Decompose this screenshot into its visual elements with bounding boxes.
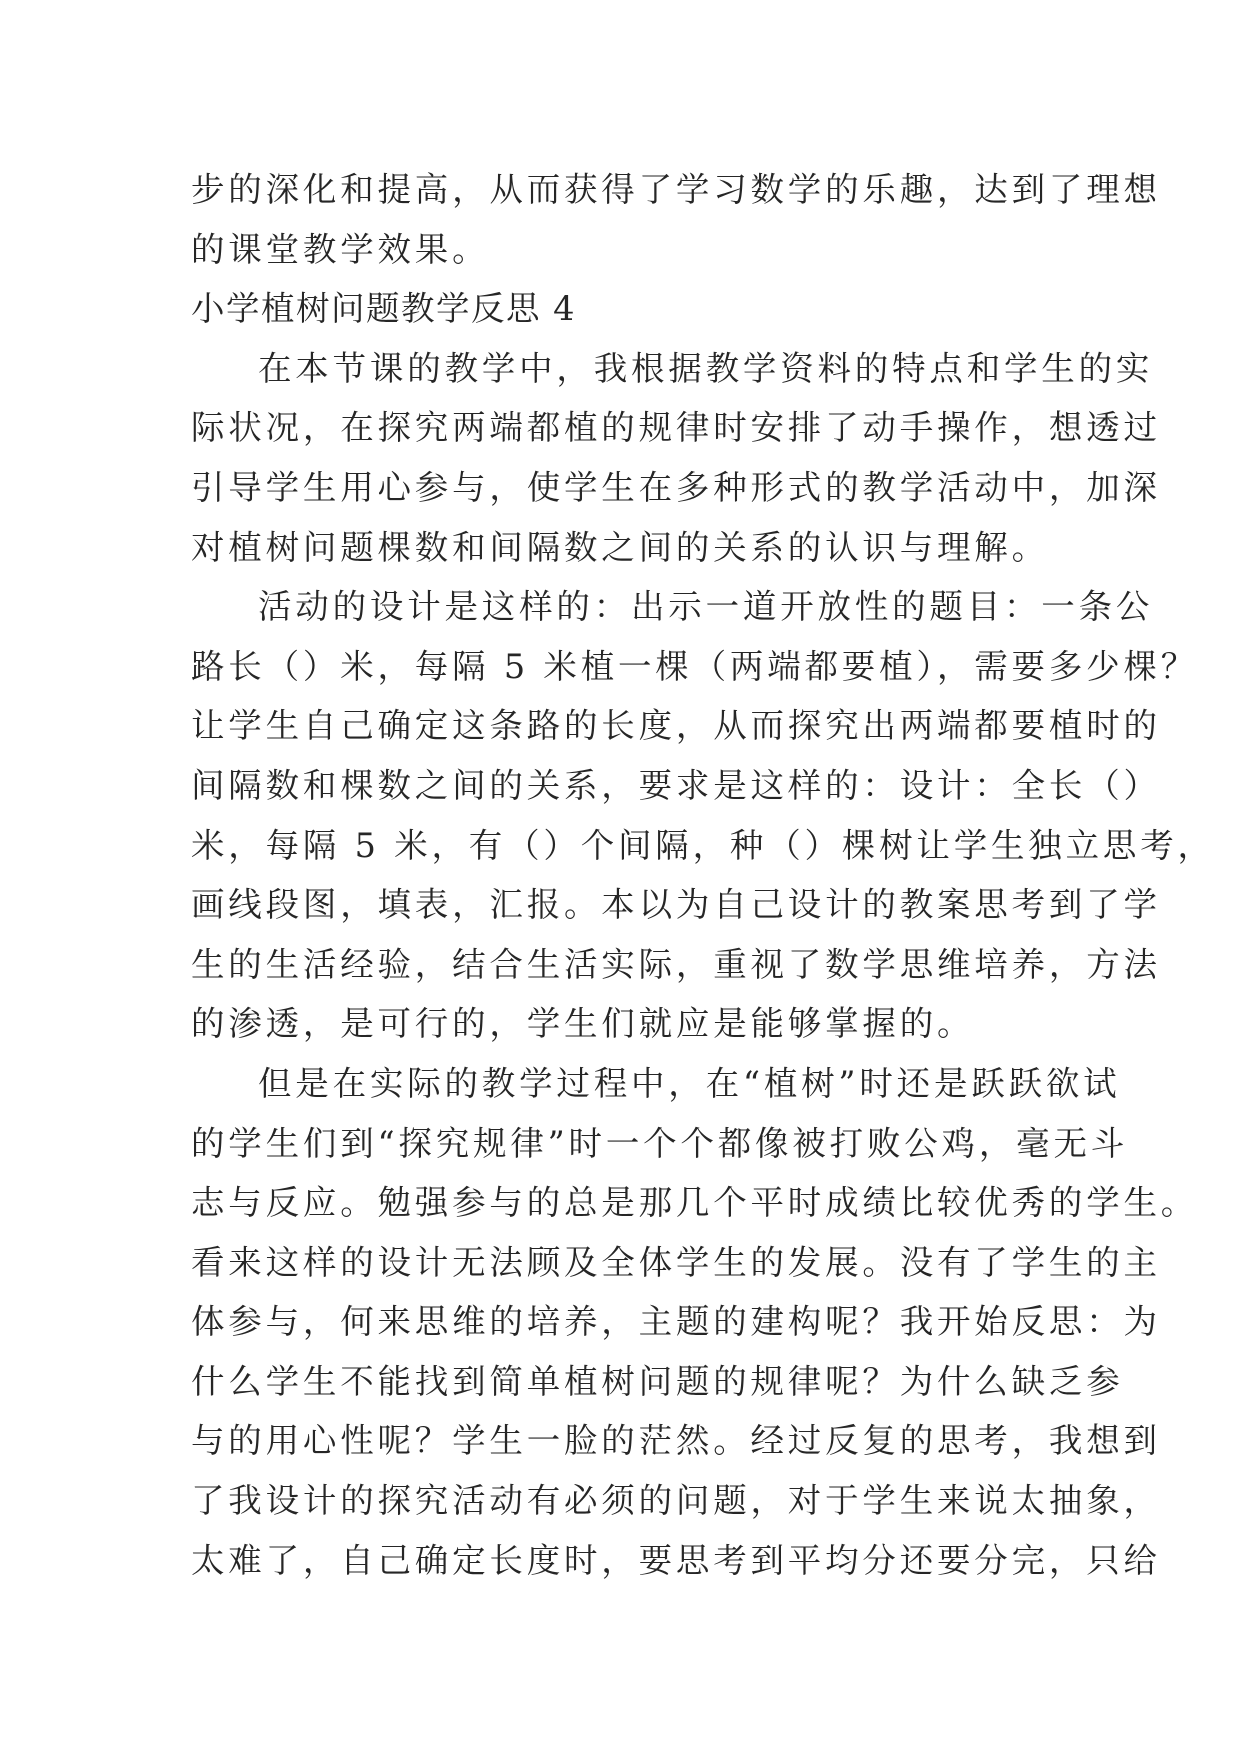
text-line: 生的生活经验，结合生活实际，重视了数学思维培养，方法 — [191, 944, 1161, 984]
paragraph-first-line: 活动的设计是这样的：出示一道开放性的题目：一条公 — [258, 587, 1154, 627]
text-line: 引导学生用心参与，使学生在多种形式的教学活动中，加深 — [191, 467, 1161, 507]
text-line: 了我设计的探究活动有必须的问题，对于学生来说太抽象， — [191, 1481, 1161, 1521]
paragraph-first-line: 但是在实际的教学过程中，在“植树”时还是跃跃欲试 — [258, 1063, 1121, 1103]
document-body — [191, 160, 1215, 1590]
text-line: 的渗透，是可行的，学生们就应是能够掌握的。 — [191, 1004, 975, 1044]
text-line: 际状况，在探究两端都植的规律时安排了动手操作，想透过 — [191, 408, 1161, 448]
text-line: 间隔数和棵数之间的关系，要求是这样的：设计：全长（） — [191, 765, 1161, 805]
text-line: 路长（）米，每隔 5 米植一棵（两端都要植），需要多少棵？ — [191, 646, 1199, 686]
text-line: 米，每隔 5 米，有（）个间隔，种（）棵树让学生独立思考， — [191, 825, 1215, 865]
text-line: 什么学生不能找到简单植树问题的规律呢？为什么缺乏参 — [191, 1361, 1124, 1401]
text-line: 看来这样的设计无法顾及全体学生的发展。没有了学生的主 — [191, 1242, 1161, 1282]
text-line: 体参与，何来思维的培养，主题的建构呢？我开始反思：为 — [191, 1302, 1161, 1342]
text-line: 让学生自己确定这条路的长度，从而探究出两端都要植时的 — [191, 706, 1161, 746]
paragraph-first-line: 在本节课的教学中，我根据教学资料的特点和学生的实 — [258, 348, 1154, 388]
section-heading: 小学植树问题教学反思 4 — [191, 289, 576, 329]
text-line: 对植树问题棵数和间隔数之间的关系的认识与理解。 — [191, 527, 1049, 567]
text-line: 步的深化和提高，从而获得了学习数学的乐趣，达到了理想 — [191, 170, 1161, 209]
text-line: 太难了，自己确定长度时，要思考到平均分还要分完，只给 — [191, 1540, 1161, 1580]
text-line: 志与反应。勉强参与的总是那几个平时成绩比较优秀的学生。 — [191, 1183, 1199, 1223]
text-line: 与的用心性呢？学生一脸的茫然。经过反复的思考，我想到 — [191, 1421, 1161, 1461]
text-line: 的学生们到“探究规律”时一个个都像被打败公鸡，毫无斗 — [191, 1123, 1129, 1163]
text-line: 画线段图，填表，汇报。本以为自己设计的教案思考到了学 — [191, 885, 1161, 925]
text-line: 的课堂教学效果。 — [191, 229, 490, 269]
